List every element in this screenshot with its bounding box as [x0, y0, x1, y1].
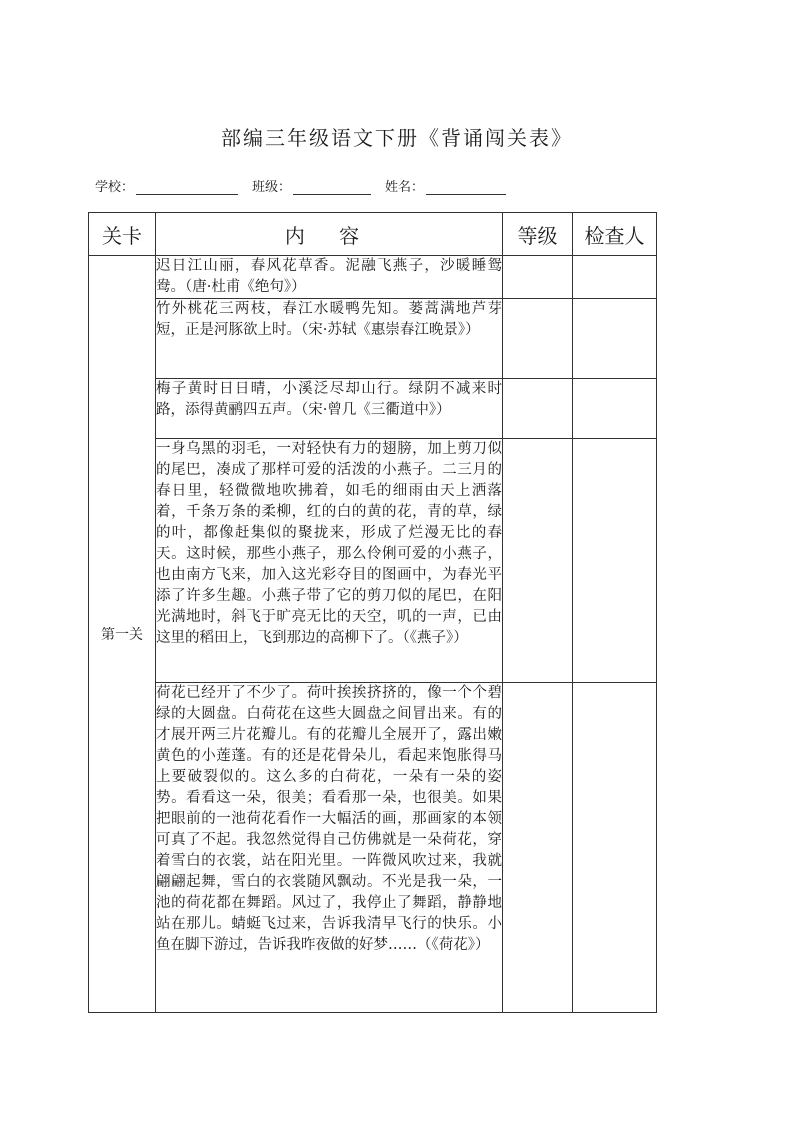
name-label: 姓名： — [385, 180, 425, 195]
table-row — [89, 439, 657, 683]
school-blank[interactable] — [136, 182, 238, 195]
grade-cell[interactable] — [503, 683, 573, 1013]
table-row — [89, 299, 657, 379]
checker-cell[interactable] — [573, 256, 657, 299]
school-label: 学校： — [95, 180, 135, 195]
header-checker: 检查人 — [573, 213, 657, 256]
content-cell: 一身乌黑的羽毛，一对轻快有力的翅膀，加上剪刀似的尾巴，凑成了那样可爱的活泼的小燕子。二三月的春日里，轻微微地吹拂着，如毛的细雨由天上洒落着，千条万条的柔柳，红的白的黄的花，青的草，绿的叶，都像赶集似的聚拢来，形成了烂漫无比的春天。这时候，那些小燕子，那么伶俐可爱的小燕子，也由南方飞来，加入这光彩夺目的图画中，为春光平添了许多生趣。小燕子带了它的剪刀似的尾巴，在阳光满地时，斜飞于旷亮无比的天空，叽的一声，已由这里的稻田上，飞到那边的高柳下了。（《燕子》） — [156, 439, 503, 683]
checker-cell[interactable] — [573, 439, 657, 683]
table-row — [89, 379, 657, 439]
header-level: 关卡 — [89, 213, 156, 256]
name-blank[interactable] — [426, 182, 506, 195]
student-info-row — [95, 176, 520, 195]
class-blank[interactable] — [293, 182, 371, 195]
grade-cell[interactable] — [503, 256, 573, 299]
checker-cell[interactable] — [573, 299, 657, 379]
table-row — [89, 683, 657, 1013]
table-row — [89, 256, 657, 299]
content-cell: 竹外桃花三两枝，春江水暖鸭先知。蒌蒿满地芦芽短，正是河豚欲上时。（宋·苏轼《惠崇春江晚景》） — [156, 299, 503, 379]
table-header-row — [89, 213, 657, 256]
header-grade: 等级 — [503, 213, 573, 256]
content-cell: 荷花已经开了不少了。荷叶挨挨挤挤的，像一个个碧绿的大圆盘。白荷花在这些大圆盘之间冒出来。有的才展开两三片花瓣儿。有的花瓣儿全展开了，露出嫩黄色的小莲蓬。有的还是花骨朵儿，看起来饱胀得马上要破裂似的。这么多的白荷花，一朵有一朵的姿势。看看这一朵，很美；看看那一朵，也很美。如果把眼前的一池荷花看作一大幅活的画，那画家的本领可真了不起。我忽然觉得自己仿佛就是一朵荷花，穿着雪白的衣裳，站在阳光里。一阵微风吹过来，我就翩翩起舞，雪白的衣裳随风飘动。不光是我一朵，一池的荷花都在舞蹈。风过了，我停止了舞蹈，静静地站在那儿。蜻蜓飞过来，告诉我清早飞行的快乐。小鱼在脚下游过，告诉我昨夜做的好梦……（《荷花》） — [156, 683, 503, 1013]
recitation-table — [88, 212, 657, 1013]
checker-cell[interactable] — [573, 379, 657, 439]
checker-cell[interactable] — [573, 683, 657, 1013]
header-content: 内 容 — [156, 213, 503, 256]
page-title: 部编三年级语文下册《背诵闯关表》 — [221, 126, 573, 150]
grade-cell[interactable] — [503, 299, 573, 379]
level-name-cell: 第一关 — [89, 256, 156, 1013]
grade-cell[interactable] — [503, 439, 573, 683]
content-cell: 迟日江山丽，春风花草香。泥融飞燕子，沙暖睡鸳鸯。（唐·杜甫《绝句》） — [156, 256, 503, 299]
content-cell: 梅子黄时日日晴，小溪泛尽却山行。绿阴不减来时路，添得黄鹂四五声。（宋·曾几《三衢道中》） — [156, 379, 503, 439]
grade-cell[interactable] — [503, 379, 573, 439]
class-label: 班级： — [252, 180, 292, 195]
